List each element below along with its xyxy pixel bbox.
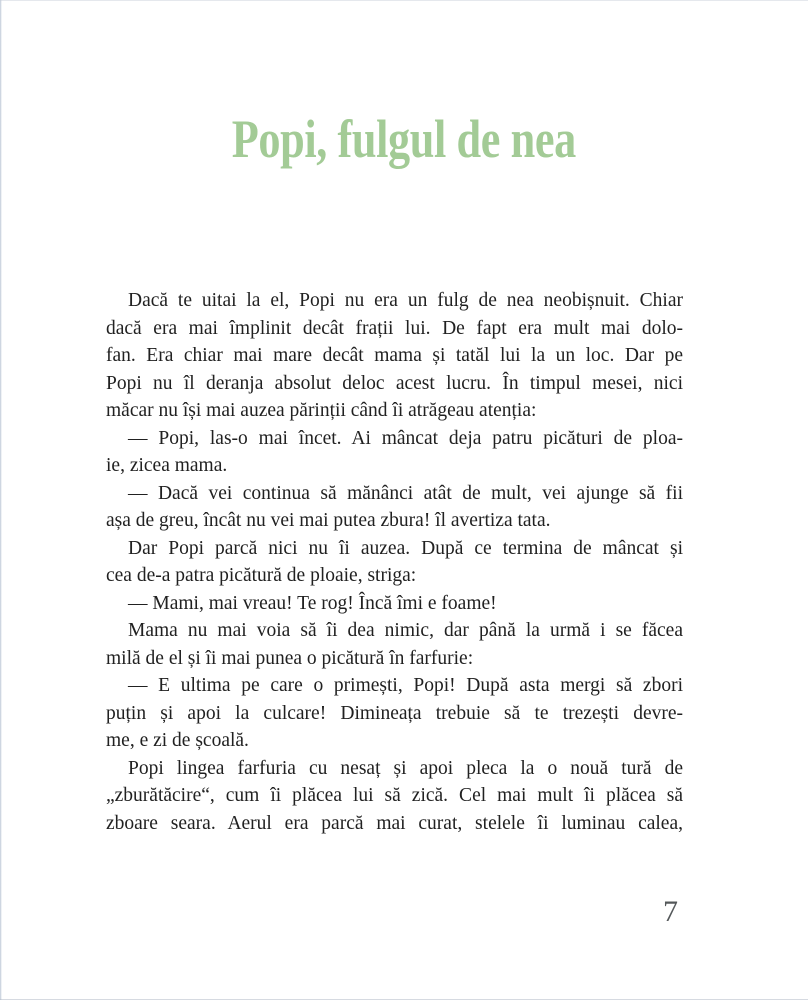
paragraph xyxy=(106,617,683,672)
text-line: „zburătăcire“, cum îi plăcea lui să zică. Cel mai mult îi plăcea să xyxy=(106,785,683,806)
text-line: — Dacă vei continua să mănânci atât de mult, vei ajunge să fii xyxy=(128,482,683,504)
chapter-title xyxy=(0,110,808,169)
text-line: Popi lingea farfuria cu nesaț și apoi pleca la o nouă tură de xyxy=(128,757,683,779)
text-line: zboare seara. Aerul era parcă mai curat, stelele îi luminau calea, xyxy=(106,812,683,834)
text-line: Dacă te uitai la el, Popi nu era un fulg de nea neobișnuit. Chiar xyxy=(128,290,683,311)
text-line: — Mami, mai vreau! Te rog! Încă îmi e foame! xyxy=(128,592,497,614)
page-edge-top xyxy=(0,0,808,1)
paragraph xyxy=(106,480,683,535)
paragraph xyxy=(106,755,683,838)
text-line: me, e zi de școală. xyxy=(106,730,249,751)
text-line: dacă era mai împlinit decât frații lui. De fapt era mult mai dolo- xyxy=(106,317,683,339)
paragraph xyxy=(106,425,683,480)
paragraph xyxy=(106,672,683,755)
text-line: fan. Era chiar mai mare decât mama și tatăl lui la un loc. Dar pe xyxy=(106,345,683,366)
text-line: — E ultima pe care o primești, Popi! După asta mergi să zbori xyxy=(128,675,683,696)
paragraph xyxy=(106,590,683,618)
text-line: milă de el și îi mai punea o picătură în farfurie: xyxy=(106,647,474,669)
text-line: ie, zicea mama. xyxy=(106,455,228,476)
text-line: măcar nu își mai auzea părinții când îi atrăgeau atenția: xyxy=(106,400,537,421)
text-line: Dar Popi parcă nici nu îi auzea. După ce termina de mâncat și xyxy=(128,537,683,559)
text-line: Mama nu mai voia să îi dea nimic, dar până la urmă i se făcea xyxy=(128,620,683,641)
paragraph xyxy=(106,287,683,425)
chapter-title-text: Popi, fulgul de nea xyxy=(231,109,577,169)
story-text xyxy=(106,287,683,837)
text-line: — Popi, las-o mai încet. Ai mâncat deja patru picături de ploa- xyxy=(128,427,683,449)
text-line: așa de greu, încât nu vei mai putea zbura! îl avertiza tata. xyxy=(106,510,551,531)
page-number: 7 xyxy=(663,895,678,928)
text-line: Popi nu îl deranja absolut deloc acest lucru. În timpul mesei, nici xyxy=(106,372,683,394)
paragraph xyxy=(106,535,683,590)
text-line: puțin și apoi la culcare! Dimineața trebuie să te trezești devre- xyxy=(106,702,683,724)
text-line: cea de-a patra picătură de ploaie, striga: xyxy=(106,565,417,586)
